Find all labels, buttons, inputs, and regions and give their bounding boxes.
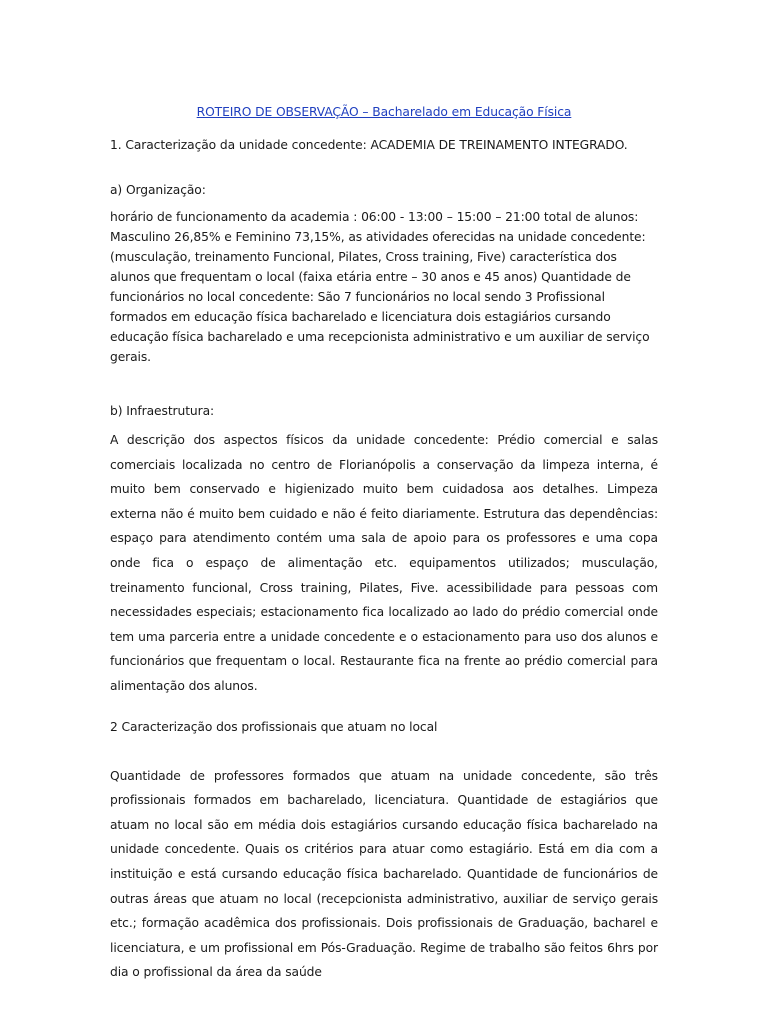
document-title: ROTEIRO DE OBSERVAÇÃO – Bacharelado em Educação Física bbox=[196, 105, 572, 119]
spacer bbox=[110, 199, 658, 207]
subsection-a-paragraph: horário de funcionamento da academia : 06:00 - 13:00 – 15:00 – 21:00 total de alunos: Masculino 26,85% e Feminino 73,15%, as atividades oferecidas na unidade concedente: (musculação, treinamento Funcional, Pilates, Cross training, Five) característica dos alunos que frequentam o local (faixa etária entre – 30 anos e 45 anos) Quantidade de funcionários no local concedente: São 7 funcionários no local sendo 3 Profissional formados em educação física bacharelado e licenciatura dois estagiários cursando educação física bacharelado e uma recepcionista administrativo e um auxiliar de serviço gerais. bbox=[110, 210, 650, 364]
spacer bbox=[110, 699, 658, 719]
spacer bbox=[110, 395, 658, 403]
subsection-a-heading: a) Organização: bbox=[110, 183, 206, 197]
spacer bbox=[110, 367, 658, 395]
document-body bbox=[110, 104, 658, 985]
section-2-paragraph: Quantidade de professores formados que atuam na unidade concedente, são três profissionais formados em bacharelado, licenciatura. Quantidade de estagiários que atuam no local são em média dois estagiários cursando educação física bacharelado na unidade concedente. Quais os critérios para atuar como estagiário. Está em dia com a instituição e está cursando educação física bacharelado. Quantidade de funcionários de outras áreas que atuam no local (recepcionista administrativo, auxiliar de serviço gerais etc.; formação acadêmica dos profissionais. Dois profissionais de Graduação, bacharel e licenciatura, e um profissional em Pós-Graduação. Regime de trabalho são feitos 6hrs por dia o profissional da área da saúde bbox=[110, 768, 658, 980]
section-1-heading: 1. Caracterização da unidade concedente: ACADEMIA DE TREINAMENTO INTEGRADO. bbox=[110, 138, 628, 152]
spacer bbox=[110, 420, 658, 428]
spacer bbox=[110, 736, 658, 764]
section-2-heading: 2 Caracterização dos profissionais que atuam no local bbox=[110, 719, 438, 734]
subsection-b-heading: b) Infraestrutura: bbox=[110, 404, 215, 418]
subsection-b-paragraph: A descrição dos aspectos físicos da unidade concedente: Prédio comercial e salas comerciais localizada no centro de Florianópolis a conservação da limpeza interna, é muito bem conservado e higienizado muito bem cuidadosa aos detalhes. Limpeza externa não é muito bem cuidado e não é feito diariamente. Estrutura das dependências: espaço para atendimento contém uma sala de apoio para os professores e uma copa onde fica o espaço de alimentação etc. equipamentos utilizados; musculação, treinamento funcional, Cross training, Pilates, Five. acessibilidade para pessoas com necessidades especiais; estacionamento fica localizado ao lado do prédio comercial onde tem uma parceria entre a unidade concedente e o estacionamento para uso dos alunos e funcionários que frequentam o local. Restaurante fica na frente ao prédio comercial para alimentação dos alunos. bbox=[110, 433, 658, 693]
spacer bbox=[110, 154, 658, 182]
